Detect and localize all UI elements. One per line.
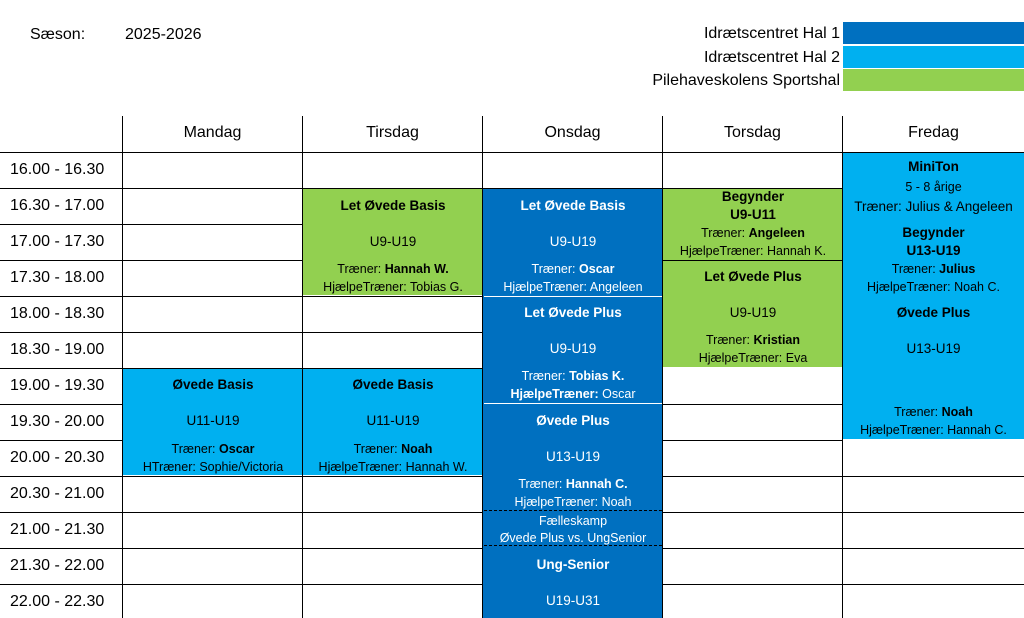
session-title-age: U13-U19: [906, 243, 961, 258]
session-onsdag-let-ovede-basis: [483, 188, 663, 295]
grid-line: [0, 512, 123, 513]
session-title: Begynder: [902, 225, 965, 240]
legend-swatch-hal2: [843, 46, 1024, 68]
session-age: U11-U19: [366, 413, 420, 428]
session-age: U19-U31: [545, 593, 601, 608]
grid-line: [303, 584, 483, 585]
session-title: Øvede Basis: [172, 377, 254, 392]
session-assist: HjælpeTræner: Noah: [514, 495, 632, 509]
session-coach: Træner: Oscar: [531, 262, 615, 276]
season-label: Sæson:: [30, 26, 86, 43]
session-title: Let Øvede Plus: [704, 269, 802, 284]
legend-label-pilehave: Pilehaveskolens Sportshal: [652, 72, 840, 89]
session-coach: Træner: Julius: [891, 262, 976, 276]
session-tirsdag-ovede-basis: [303, 368, 483, 475]
grid-line: [663, 548, 843, 549]
session-assist: HjælpeTræner: Hannah K.: [679, 244, 827, 258]
session-age: U9-U19: [549, 341, 597, 356]
session-age: U9-U19: [729, 305, 777, 320]
session-title: Øvede Plus: [536, 413, 610, 428]
session-assist: HjælpeTræner: Tobias G.: [323, 280, 463, 294]
dashed-divider: [484, 545, 662, 546]
grid-line: [663, 440, 843, 441]
grid-line: [123, 584, 303, 585]
time-label: 16.00 - 16.30: [10, 161, 105, 178]
session-title: Let Øvede Basis: [340, 198, 446, 213]
session-assist: HjælpeTræner: Noah C.: [867, 280, 1000, 294]
session-title: MiniTon: [908, 159, 959, 174]
session-line1: Fælleskamp: [538, 514, 608, 528]
session-title: Øvede Basis: [352, 377, 434, 392]
grid-line: [0, 332, 123, 333]
day-header-mandag: Mandag: [183, 124, 242, 141]
grid-line: [123, 260, 303, 261]
session-onsdag-ung-senior: [483, 548, 663, 618]
time-label: 18.30 - 19.00: [10, 341, 105, 358]
session-title: Begynder: [721, 189, 785, 204]
grid-line: [123, 476, 303, 477]
session-fredag-ovede-plus: [843, 296, 1024, 439]
session-fredag-begynder: [843, 224, 1024, 296]
session-title: Let Øvede Plus: [524, 305, 622, 320]
grid-line: [123, 224, 303, 225]
session-assist: HjælpeTræner: Hannah C.: [860, 423, 1007, 437]
day-header-tirsdag: Tirsdag: [366, 124, 419, 141]
grid-line: [303, 332, 483, 333]
session-line2: Øvede Plus vs. UngSenior: [499, 531, 647, 545]
session-age: U11-U19: [186, 413, 240, 428]
grid-line: [123, 332, 303, 333]
grid-vline: [662, 116, 663, 618]
session-onsdag-let-ovede-plus: [483, 296, 663, 403]
session-coach: Træner: Hannah C.: [518, 477, 628, 491]
session-torsdag-begynder: [663, 188, 843, 260]
session-torsdag-let-ovede-plus: [663, 260, 843, 367]
session-assist: HjælpeTræner: Eva: [698, 351, 808, 365]
legend-swatch-hal1: [843, 22, 1024, 44]
day-header-torsdag: Torsdag: [724, 124, 781, 141]
time-label: 17.00 - 17.30: [10, 233, 105, 250]
grid-line: [123, 368, 303, 369]
session-age: U9-U19: [549, 234, 597, 249]
time-label: 16.30 - 17.00: [10, 197, 105, 214]
time-label: 18.00 - 18.30: [10, 305, 105, 322]
time-label: 20.00 - 20.30: [10, 449, 105, 466]
grid-vline: [122, 116, 123, 618]
legend-label-hal1: Idrætscentret Hal 1: [703, 25, 840, 42]
grid-line: [663, 260, 843, 261]
session-coach: Træner: Hannah W.: [337, 262, 449, 276]
grid-line: [843, 512, 1024, 513]
grid-line: [0, 188, 123, 189]
grid-line: [303, 368, 483, 369]
session-title-age: U9-U11: [730, 207, 776, 222]
session-coach: Træner: Noah: [353, 442, 433, 456]
grid-line: [663, 404, 843, 405]
grid-line: [843, 584, 1024, 585]
session-title: Øvede Plus: [896, 305, 971, 320]
season-value: 2025-2026: [125, 26, 202, 43]
grid-line: [123, 188, 303, 189]
session-coach: Træner: Kristian: [705, 333, 801, 347]
grid-vline: [302, 116, 303, 618]
grid-line: [0, 224, 123, 225]
session-tirsdag-let-ovede-basis: [303, 188, 483, 295]
session-age: U9-U19: [369, 234, 417, 249]
time-label: 20.30 - 21.00: [10, 485, 105, 502]
grid-vline: [482, 116, 483, 618]
grid-line: [663, 584, 843, 585]
session-coach: Træner: Julius & Angeleen: [854, 199, 1013, 214]
grid-line: [0, 296, 123, 297]
grid-line: [0, 548, 123, 549]
grid-line: [303, 548, 483, 549]
grid-line: [123, 296, 303, 297]
session-onsdag-ovede-plus: [483, 404, 663, 511]
session-age: U13-U19: [545, 449, 601, 464]
time-label: 21.00 - 21.30: [10, 521, 105, 538]
session-title: Ung-Senior: [536, 557, 610, 572]
grid-line: [0, 404, 123, 405]
day-header-onsdag: Onsdag: [544, 124, 601, 141]
session-age: U13-U19: [906, 341, 961, 356]
grid-line: [123, 512, 303, 513]
session-onsdag-faelleskamp: [483, 511, 663, 546]
grid-line: [663, 476, 843, 477]
session-title: Let Øvede Basis: [520, 198, 626, 213]
grid-line: [0, 584, 123, 585]
grid-line: [303, 512, 483, 513]
grid-line: [303, 476, 483, 477]
session-fredag-miniton: [843, 152, 1024, 223]
grid-line: [123, 548, 303, 549]
time-label: 22.00 - 22.30: [10, 593, 105, 610]
time-label: 19.00 - 19.30: [10, 377, 105, 394]
time-label: 19.30 - 20.00: [10, 413, 105, 430]
grid-line: [663, 188, 843, 189]
grid-line: [0, 260, 123, 261]
legend-label-hal2: Idrætscentret Hal 2: [703, 49, 840, 66]
session-coach: Træner: Noah: [894, 405, 973, 419]
time-label: 17.30 - 18.00: [10, 269, 105, 286]
session-assist: HjælpeTræner: Angeleen: [503, 280, 643, 294]
grid-line: [303, 188, 483, 189]
grid-line: [843, 548, 1024, 549]
grid-line: [0, 368, 123, 369]
time-label: 21.30 - 22.00: [10, 557, 105, 574]
session-coach: Træner: Oscar: [171, 442, 255, 456]
grid-line: [483, 188, 663, 189]
session-coach: Træner: Angeleen: [701, 226, 805, 240]
grid-vline: [842, 116, 843, 618]
legend-swatch-pilehave: [843, 69, 1024, 91]
grid-line: [0, 152, 1024, 153]
grid-line: [0, 476, 123, 477]
session-coach: Træner: Tobias K.: [521, 369, 625, 383]
session-mandag-ovede-basis: [123, 368, 303, 475]
session-assist: HjælpeTræner: Hannah W.: [318, 460, 468, 474]
session-assist: HjælpeTræner: Oscar: [510, 387, 636, 401]
grid-line: [303, 296, 483, 297]
grid-line: [0, 440, 123, 441]
session-age: 5 - 8 årige: [905, 180, 962, 194]
day-header-fredag: Fredag: [908, 124, 959, 141]
grid-line: [663, 512, 843, 513]
session-assist: HTræner: Sophie/Victoria: [142, 460, 284, 474]
grid-line: [843, 476, 1024, 477]
